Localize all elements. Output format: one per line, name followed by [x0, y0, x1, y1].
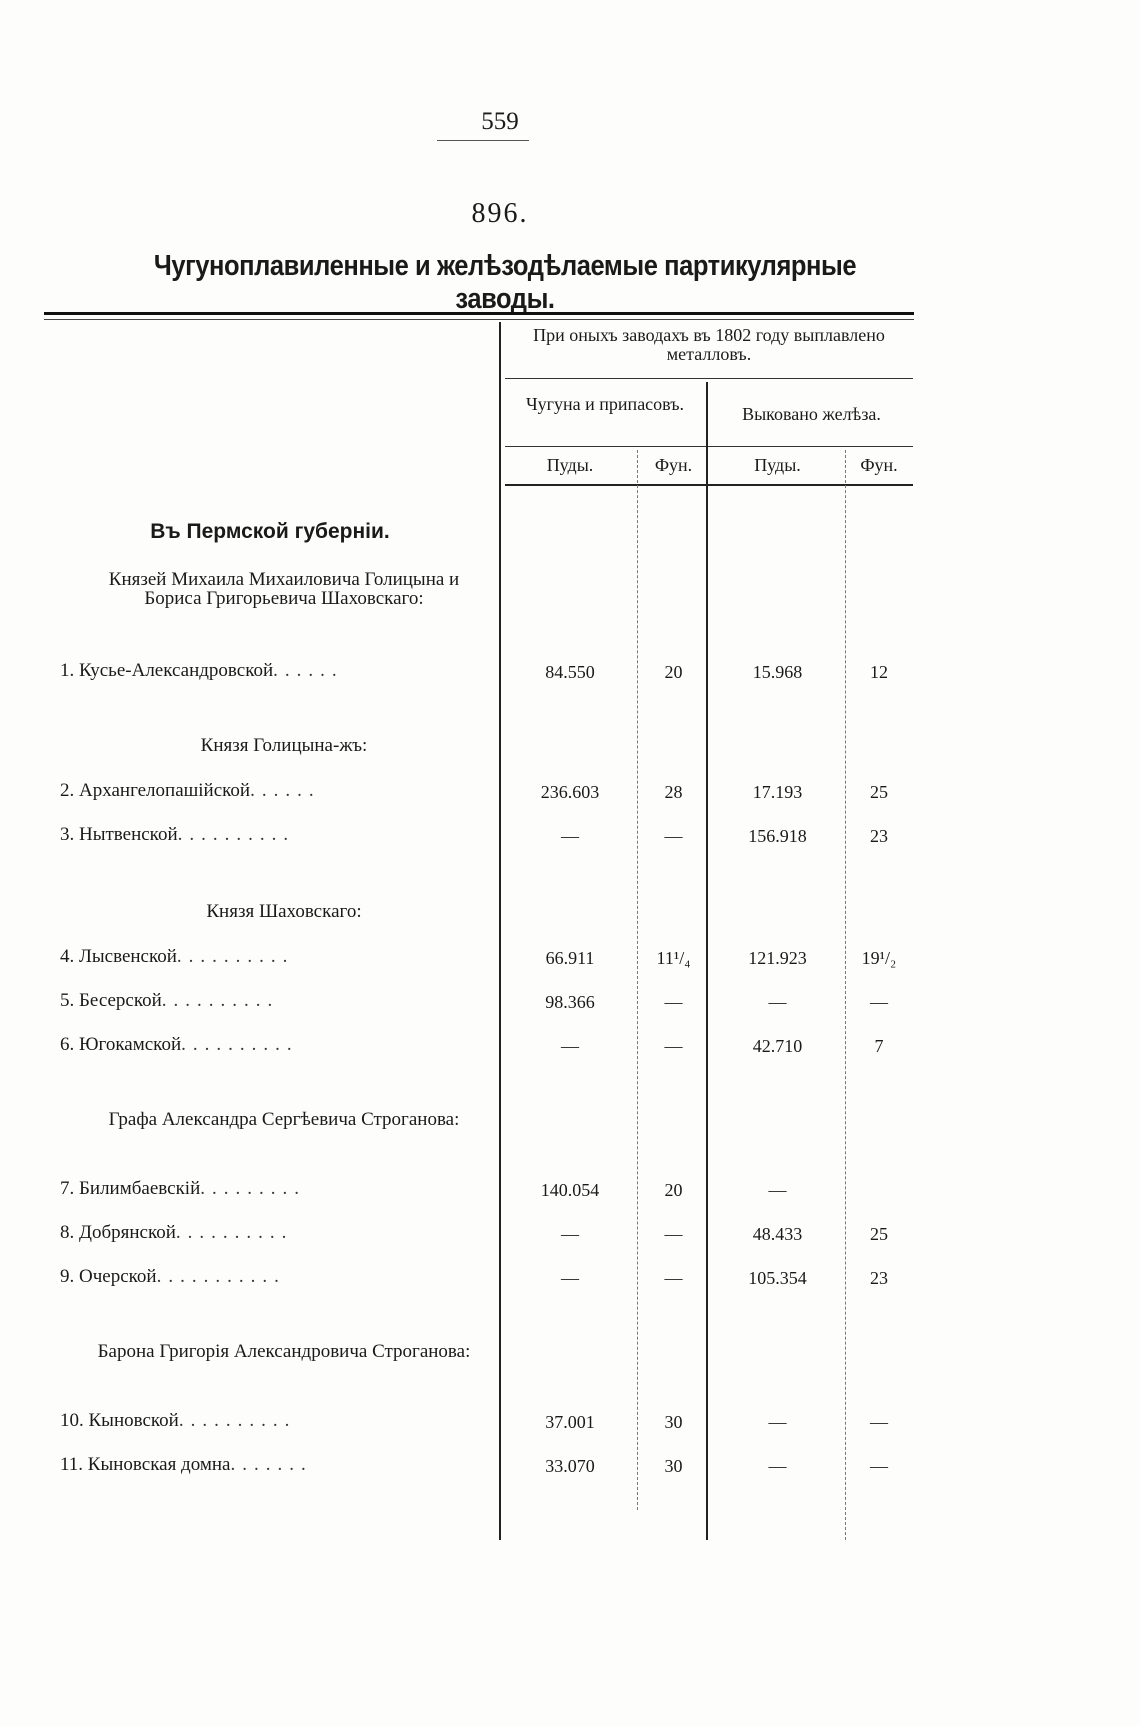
table-left-line: [499, 322, 501, 1540]
owner-heading: Князей Михаила Михаиловича Голицына и Бориса Григорьевича Шаховскаго:: [108, 569, 460, 609]
header-group: При оныхъ заводахъ въ 1802 году выплавлено металловъ.: [533, 325, 885, 364]
cell-iron-puds: 140.054: [540, 1180, 600, 1200]
owner-heading: Князя Голицына-жъ:: [200, 735, 368, 756]
cell-forged-funt: —: [870, 992, 888, 1012]
cell-forged-puds: —: [768, 1456, 787, 1476]
cell-forged-funt: 12: [870, 662, 888, 682]
cell-forged-puds: 42.710: [752, 1036, 803, 1056]
cell-iron-funt: 30: [664, 1412, 683, 1432]
cell-iron-funt: —: [664, 1224, 683, 1244]
cell-forged-funt: —: [870, 1456, 888, 1476]
cell-iron-funt: 20: [664, 1180, 683, 1200]
table-row: 7. Билимбаевскій.........: [60, 1178, 307, 1199]
cell-iron-funt: 20: [664, 662, 683, 682]
cell-forged-puds: 48.433: [752, 1224, 803, 1244]
cell-iron-funt: 30: [664, 1456, 683, 1476]
cell-forged-puds: —: [768, 992, 787, 1012]
cell-iron-puds: 84.550: [545, 662, 595, 682]
owner-heading: Барона Григорія Александровича Строганова:: [97, 1341, 471, 1362]
table-top-rule: [44, 312, 914, 315]
table-row: 5. Бесерской..........: [60, 990, 280, 1011]
cell-iron-puds: —: [561, 1268, 579, 1288]
cell-forged-puds: —: [768, 1180, 787, 1200]
cell-forged-funt: 7: [874, 1036, 884, 1056]
table-top-rule-thin: [44, 319, 914, 320]
cell-iron-puds: 236.603: [540, 782, 600, 802]
cell-forged-funt: 25: [870, 1224, 888, 1244]
cell-forged-funt: 23: [870, 1268, 888, 1288]
header-col-puds-2: Пуды.: [754, 455, 801, 475]
cell-iron-funt: —: [664, 1268, 683, 1288]
header-rule-2: [505, 446, 913, 447]
header-col-puds-1: Пуды.: [546, 455, 594, 475]
document-title: Чугуноплавиленные и желѣзодѣлаемые партикулярные заводы.: [153, 250, 857, 315]
table-row: 4. Лысвенской..........: [60, 946, 295, 967]
table-row: 8. Добрянской..........: [60, 1222, 294, 1243]
cell-iron-puds: 37.001: [545, 1412, 595, 1432]
cell-iron-puds: —: [561, 1224, 579, 1244]
province-heading: Въ Пермской губерніи.: [150, 520, 390, 543]
header-sub-forged: Выковано желѣза.: [742, 404, 881, 424]
header-rule-3: [505, 484, 913, 486]
cell-forged-puds: —: [768, 1412, 787, 1432]
cell-forged-funt: 23: [870, 826, 888, 846]
table-row: 11. Кыновская домна.......: [60, 1454, 313, 1475]
owner-heading: Графа Александра Сергѣевича Строганова:: [108, 1109, 460, 1130]
table-row: 10. Кыновской..........: [60, 1410, 297, 1431]
header-col-funt-2: Фун.: [860, 455, 898, 475]
table-sub-line-1: [637, 450, 638, 1510]
cell-iron-funt: —: [664, 826, 683, 846]
cell-forged-funt: 19¹/₂: [861, 948, 897, 968]
cell-forged-puds: 121.923: [748, 948, 807, 968]
cell-iron-puds: 98.366: [545, 992, 595, 1012]
table-row: 9. Очерской...........: [60, 1266, 286, 1287]
header-col-funt-1: Фун.: [654, 455, 693, 475]
page-number-rule: [437, 140, 529, 141]
owner-heading: Князя Шаховскаго:: [206, 901, 362, 922]
cell-iron-funt: —: [664, 992, 683, 1012]
cell-forged-funt: —: [870, 1412, 888, 1432]
table-row: 6. Югокамской..........: [60, 1034, 299, 1055]
cell-iron-funt: 11¹/₄: [656, 948, 691, 968]
cell-forged-puds: 15.968: [752, 662, 803, 682]
cell-iron-funt: 28: [664, 782, 683, 802]
cell-iron-funt: —: [664, 1036, 683, 1056]
cell-forged-funt: 25: [870, 782, 888, 802]
cell-forged-puds: 17.193: [752, 782, 803, 802]
cell-forged-puds: 105.354: [748, 1268, 807, 1288]
header-sub-iron: Чугуна и припасовъ.: [525, 394, 685, 414]
header-rule-1: [505, 378, 913, 379]
page-number: 559: [481, 108, 519, 135]
table-row: 2. Архангелопашійской......: [60, 780, 321, 801]
cell-forged-puds: 156.918: [748, 826, 807, 846]
cell-iron-puds: 33.070: [545, 1456, 595, 1476]
cell-iron-puds: —: [561, 826, 579, 846]
table-row: 3. Нытвенской..........: [60, 824, 296, 845]
cell-iron-puds: 66.911: [545, 948, 595, 968]
cell-iron-puds: —: [561, 1036, 579, 1056]
table-row: 1. Кусье-Александровской......: [60, 660, 344, 681]
document-number: 896.: [471, 198, 529, 229]
